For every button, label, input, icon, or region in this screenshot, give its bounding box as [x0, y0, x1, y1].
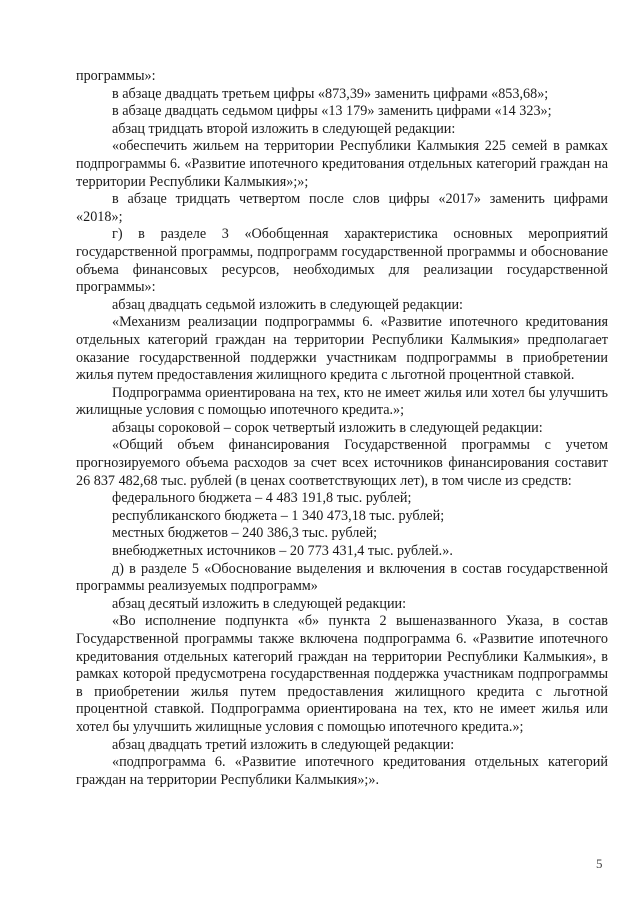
document-body: [76, 68, 608, 789]
paragraph-amendment-23: в абзаце двадцать третьем цифры «873,39» заменить цифрами «853,68»;: [112, 85, 549, 102]
paragraph-quote-funding: «Общий объем финансирования Государственной программы с учетом прогнозируемого объема расходов за счет всех источников финансирования составит 26 837 482,68 тыс. рублей (в ценах соответствующих лет), в том числе из средств:: [76, 437, 608, 489]
paragraph-quote-families: «обеспечить жильем на территории Республики Калмыкия 225 семей в рамках подпрограммы 6. «Развитие ипотечного кредитования отдельных категорий граждан на территории Республики Калмыкия»;»;: [76, 138, 608, 190]
paragraph-amendment-27-section3: абзац двадцать седьмой изложить в следующей редакции:: [112, 296, 463, 313]
paragraph-amendment-27: в абзаце двадцать седьмом цифры «13 179» заменить цифрами «14 323»;: [112, 103, 552, 120]
paragraph-amendment-34: в абзаце тридцать четвертом после слов цифры «2017» заменить цифрами «2018»;: [76, 191, 608, 225]
paragraph-quote-decree: «Во исполнение подпункта «б» пункта 2 вышеназванного Указа, в состав Государственной программы также включена подпрограмма 6. «Развитие ипотечного кредитования отдельных категорий граждан на территории Республики Калмыкия», в рамках которой предусмотрена государственная поддержка участникам подпрограммы в приобретении жилья путем предоставления жилищного кредита с льготной процентной ставкой. Подпрограмма ориентирована на тех, кто не имеет жилья или хотел бы улучшить жилищные условия с помощью ипотечного кредита.»;: [76, 613, 608, 735]
paragraph-continuation: программы»:: [76, 68, 156, 84]
paragraph-quote-mechanism: «Механизм реализации подпрограммы 6. «Развитие ипотечного кредитования отдельных категорий граждан на территории Республики Калмыкия» предполагает оказание государственной поддержки участникам подпрограммы в приобретении жилья путем предоставления жилищного кредита с льготной процентной ставкой.: [76, 314, 608, 384]
paragraph-republic-budget: республиканского бюджета – 1 340 473,18 тыс. рублей;: [112, 507, 445, 524]
paragraph-quote-target: Подпрограмма ориентирована на тех, кто не имеет жилья или хотел бы улучшить жилищные условия с помощью ипотечного кредита.»;: [76, 384, 608, 419]
paragraph-quote-subprogram: «подпрограмма 6. «Развитие ипотечного кредитования отдельных категорий граждан на территории Республики Калмыкия»;».: [76, 754, 608, 788]
paragraph-local-budgets: местных бюджетов – 240 386,3 тыс. рублей;: [112, 525, 378, 542]
paragraph-amendment-32: абзац тридцать второй изложить в следующей редакции:: [112, 120, 456, 137]
paragraph-section-3: г) в разделе 3 «Обобщенная характеристика основных мероприятий государственной программы, подпрограмм государственной программы и обоснование объема финансовых ресурсов, необходимых для реализации государственной программы»:: [76, 226, 608, 296]
paragraph-section-5: д) в разделе 5 «Обоснование выделения и включения в состав государственной программы реализуемых подпрограмм»: [76, 560, 608, 595]
paragraph-amendment-40-44: абзацы сороковой – сорок четвертый изложить в следующей редакции:: [112, 419, 543, 436]
paragraph-amendment-23-section5: абзац двадцать третий изложить в следующей редакции:: [112, 736, 455, 753]
paragraph-amendment-10: абзац десятый изложить в следующей редакции:: [112, 595, 407, 612]
page-number: 5: [596, 856, 603, 871]
paragraph-federal-budget: федерального бюджета – 4 483 191,8 тыс. рублей;: [112, 490, 412, 507]
paragraph-extrabudgetary: внебюджетных источников – 20 773 431,4 тыс. рублей.».: [112, 543, 453, 560]
